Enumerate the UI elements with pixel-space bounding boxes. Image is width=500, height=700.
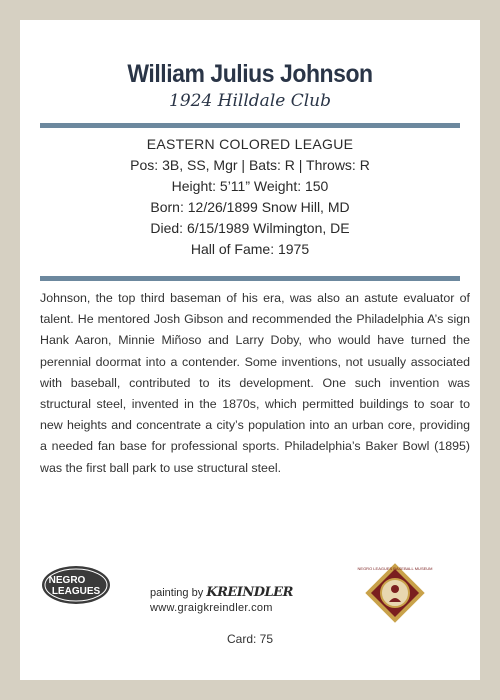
player-club: 1924 Hilldale Club	[169, 91, 331, 111]
negro-leagues-logo	[40, 564, 112, 606]
negro-leagues-museum-logo	[357, 560, 433, 626]
died-line: Died: 6/15/1989 Wilmington, DE	[150, 220, 350, 236]
artist-credit	[150, 585, 350, 614]
artist-website: www.graigkreindler.com	[150, 602, 273, 614]
painting-by-label: painting by	[150, 587, 204, 599]
biography-text: Johnson, the top third baseman of his era, was also an astute evaluator of talent. He mentored Josh Gibson and recommended the Philadelphia A’s sign Hank Aaron, Minnie Miñoso and Larry Doby, who would have turned the perennial doormat into a contender. Some inventions, not usually associated with baseball, contributed to its development. One such invention was structural steel, invented in the 1870s, which permitted buildings to soar to new heights and concentrate a city’s population into an urban core, providing a needed fan base for professional sports. Philadelphia’s Baker Bowl (1895) was the first ball park to use structural steel.	[40, 291, 470, 475]
born-line: Born: 12/26/1899 Snow Hill, MD	[150, 199, 350, 215]
card-number: Card: 75	[226, 632, 274, 646]
player-info	[20, 134, 480, 260]
positions-line: Pos: 3B, SS, Mgr | Bats: R | Throws: R	[130, 157, 370, 173]
left-logo-text-2: LEAGUES	[51, 586, 101, 597]
bottom-divider	[40, 276, 460, 281]
right-logo-text: NEGRO LEAGUES BASEBALL MUSEUM	[357, 566, 433, 571]
height-weight-line: Height: 5’11” Weight: 150	[171, 178, 329, 194]
top-divider	[40, 123, 460, 128]
hall-of-fame-line: Hall of Fame: 1975	[190, 241, 310, 257]
left-logo-text-1: NEGRO	[48, 575, 86, 586]
baseball-card-back	[20, 20, 480, 680]
league-name: EASTERN COLORED LEAGUE	[146, 136, 354, 152]
player-name: William Julius Johnson	[127, 60, 373, 88]
artist-signature: KREINDLER	[206, 585, 293, 600]
